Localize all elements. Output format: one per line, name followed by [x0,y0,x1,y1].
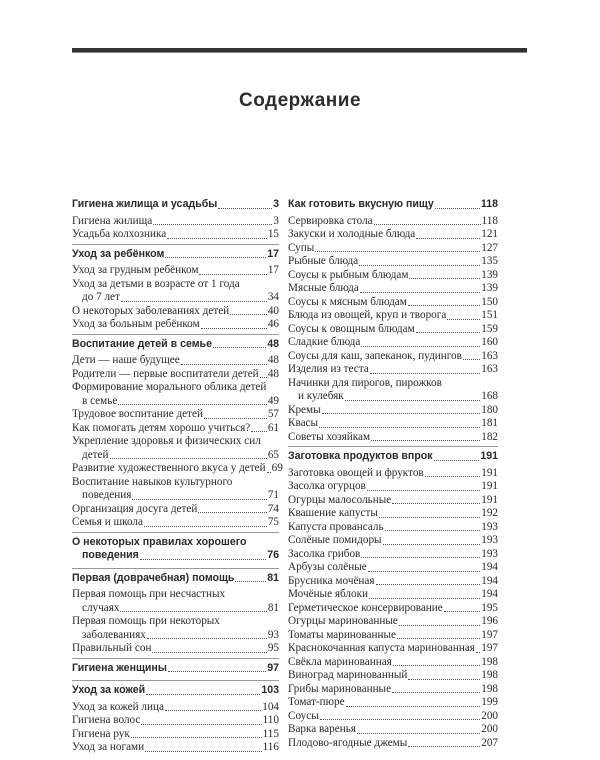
toc-entry-title: Арбузы солёные [288,561,367,573]
toc-page-number: 93 [267,628,279,641]
toc-page-number: 71 [267,489,279,501]
toc-entry[interactable] [288,242,498,256]
toc-page-number: 198 [481,682,498,695]
toc-entry-title: Мочёные яблоки [288,588,368,600]
toc-page-number: 197 [481,628,498,641]
toc-entry[interactable] [72,714,279,728]
toc-page-number: 95 [267,642,279,654]
toc-entry-title: Засолка грибов [288,547,361,560]
toc-entry-title: Супы [288,241,315,254]
toc-page-number: 74 [267,502,279,515]
toc-page-number: 116 [262,741,279,753]
leader-dots [361,557,480,558]
leader-dots [370,373,480,374]
toc-entry-title: поведения [82,489,132,501]
toc-page-number: 48 [267,354,279,366]
toc-section [288,450,498,752]
toc-entry[interactable] [72,728,279,742]
leader-dots [345,400,481,401]
toc-section [72,248,279,335]
toc-entry[interactable] [72,741,279,755]
toc-entry[interactable] [288,417,498,431]
leader-dots [199,274,266,275]
toc-entry-title: Первая (доврачебная) помощь [72,571,235,584]
leader-dots [392,692,480,693]
toc-entry-title: детей [82,448,109,461]
toc-entry[interactable] [72,354,279,368]
toc-entry[interactable] [72,264,279,278]
toc-entry-title: Советы хозяйкам [288,430,371,443]
toc-entry[interactable] [72,408,279,422]
toc-entry-title: Трудовое воспитание детей [72,408,203,420]
toc-entry[interactable] [72,215,279,229]
toc-entry-title: Солёные помидоры [288,534,382,546]
toc-entry[interactable] [288,363,498,377]
leader-dots [416,238,480,239]
toc-entry[interactable] [288,548,498,562]
leader-dots [379,517,480,518]
toc-page-number: 181 [481,417,498,429]
toc-page-number: 191 [481,466,498,479]
toc-entry-title: Уход за ребёнком [72,247,165,260]
leader-dots [320,719,481,720]
toc-entry[interactable] [288,602,498,616]
toc-page-number: 193 [481,534,498,546]
leader-dots [376,584,481,585]
toc-page-number: 17 [267,247,279,260]
top-rule [72,48,527,53]
toc-entry[interactable] [72,476,279,503]
toc-page-number: 168 [481,390,498,402]
toc-page-number: 76 [267,549,279,561]
toc-page-number: 193 [481,520,498,533]
leader-dots [360,292,480,293]
toc-entry[interactable] [288,534,498,548]
toc-right-column [288,198,498,755]
toc-entry-title: Грибы маринованные [288,682,392,695]
toc-entry-title: Плодово-ягодные джемы [288,736,408,749]
leader-dots [201,328,267,329]
leader-dots [198,512,266,513]
toc-entry-title: Огурцы маринованные [288,615,398,627]
toc-entry-title: Брусника мочёная [288,574,375,587]
toc-left-column [72,198,283,760]
toc-entry[interactable] [288,737,498,751]
leader-dots [399,625,480,626]
toc-entry-title: Уход за ногами [72,741,145,753]
toc-page-number: 196 [481,615,498,627]
toc-page-number: 121 [481,228,498,240]
leader-dots [393,665,480,666]
toc-entry-title: Томаты маринованные [288,628,396,641]
toc-entry-title: Соусы [288,709,319,722]
toc-page-number: 40 [267,304,279,317]
toc-entry-title: Рыбные блюда [288,255,359,267]
toc-page-number: 139 [481,282,498,294]
toc-page-number: 160 [481,336,498,348]
toc-section-heading[interactable] [288,198,498,212]
leader-dots [397,638,480,639]
toc-page-number: 163 [481,349,498,362]
leader-dots [147,638,267,639]
toc-page-number: 151 [481,309,498,321]
toc-page-number: 150 [481,295,498,308]
toc-entry[interactable] [288,710,498,724]
toc-entry[interactable] [288,507,498,521]
toc-entry-title: Огурцы малосольные [288,493,392,506]
toc-entry[interactable] [72,462,283,476]
toc-entry-title: Мясные блюда [288,282,359,294]
toc-entry-title: Виноград маринованный [288,669,408,681]
toc-page-number: 127 [481,241,498,254]
toc-section [72,337,283,533]
toc-page-number: 191 [480,450,498,462]
leader-dots [322,413,481,414]
toc-entry-title: Заготовка продуктов впрок [288,450,433,462]
toc-entry[interactable] [288,494,498,508]
leader-dots [447,319,480,320]
toc-page-number: 207 [481,736,498,749]
toc-entry-title: Изделия из теста [288,363,369,375]
toc-entry-title: Квашение капусты [288,507,378,519]
leader-dots [165,710,261,711]
toc-entry[interactable] [288,336,498,350]
toc-page-number: 200 [481,723,498,735]
toc-entry[interactable] [288,696,498,710]
toc-entry[interactable] [288,377,498,404]
toc-entry-title: Гигиена жилища [72,214,153,227]
leader-dots [361,346,480,347]
toc-page-number: 81 [267,601,279,614]
leader-dots [371,440,480,441]
toc-entry-title: Сервировка стола [288,214,373,227]
leader-dots [476,652,480,653]
toc-entry-title: Как готовить вкусную пищу [288,198,434,210]
toc-entry[interactable] [72,368,279,382]
toc-entry[interactable] [288,656,498,670]
toc-entry-title: Герметическое консервирование [288,601,443,614]
toc-entry-title: Дети — наше будущее [72,354,180,366]
toc-entry-title: Капуста провансаль [288,520,384,533]
toc-page-number: 49 [267,394,279,407]
toc-page-number: 110 [262,714,279,726]
toc-entry[interactable] [72,615,279,642]
toc-entry-title-line: О некоторых правилах хорошего [72,535,247,548]
toc-section-heading[interactable] [72,662,279,676]
toc-page-number: 46 [267,318,279,330]
leader-dots [408,746,480,747]
toc-page-number: 194 [481,561,498,573]
leader-dots [235,581,266,582]
leader-dots [131,737,262,738]
toc-entry[interactable] [288,467,498,481]
toc-page-number: 163 [481,363,498,375]
toc-page-number: 48 [267,367,279,380]
toc-entry-title: в семье [82,394,118,407]
toc-entry[interactable] [288,255,498,269]
toc-entry-title: Правильный сон [72,642,152,654]
leader-dots [463,359,480,360]
toc-section-heading[interactable] [72,248,279,262]
leader-dots [444,611,480,612]
toc-entry[interactable] [288,480,498,494]
toc-section [72,536,279,569]
leader-dots [434,460,480,461]
leader-dots [425,476,481,477]
leader-dots [319,427,480,428]
toc-page-number: 159 [481,322,498,335]
toc-entry[interactable] [288,629,498,643]
toc-page-number: 34 [267,291,279,303]
toc-entry-title-line: Уход за детьми в возрасте от 1 года [72,277,240,290]
toc-entry-title: О некоторых заболеваниях детей [72,304,230,317]
toc-entry[interactable] [72,516,279,530]
toc-entry[interactable] [288,296,498,310]
toc-section-heading[interactable] [288,450,498,464]
toc-section-heading[interactable] [72,198,279,212]
leader-dots [152,652,266,653]
toc-page-number: 115 [262,727,279,740]
toc-page-number: 180 [481,403,498,416]
toc-entry[interactable] [288,228,498,242]
toc-entry[interactable] [288,669,498,683]
toc-entry-title: Соусы к рыбным блюдам [288,268,409,281]
toc-entry-title: Варка варенья [288,723,356,735]
toc-page-number: 191 [481,493,498,506]
toc-entry-title: Как помогать детям хорошо учиться? [72,421,251,434]
toc-section-heading[interactable] [72,572,279,586]
toc-page-number: 61 [267,421,279,434]
toc-entry-title: заболеваниях [82,628,146,641]
leader-dots [251,431,267,432]
toc-entry-title: Заготовка овощей и фруктов [288,466,424,479]
toc-page-number: 97 [267,661,279,674]
toc-entry-title: поведения [82,549,139,561]
leader-dots [110,458,267,459]
leader-dots [409,278,480,279]
leader-dots [315,251,480,252]
toc-entry-title: Организация досуга детей [72,502,198,515]
toc-page-number: 193 [481,547,498,560]
toc-entry[interactable] [72,435,279,462]
leader-dots [435,208,480,209]
toc-entry[interactable] [288,404,498,418]
toc-entry-title-line: Укрепление здоровья и физических сил [72,435,261,447]
toc-section [288,198,498,447]
toc-page-number: 195 [481,601,498,614]
leader-dots [260,377,267,378]
toc-entry[interactable] [288,282,498,296]
leader-dots [218,208,272,209]
toc-page-number: 194 [481,588,498,600]
toc-entry[interactable] [288,642,498,656]
page-title: Содержание [238,90,362,111]
toc-entry[interactable] [72,278,279,305]
toc-entry[interactable] [72,422,279,436]
leader-dots [392,503,480,504]
toc-entry-title: Блюда из овощей, круп и творога [288,309,447,321]
leader-dots [146,694,260,695]
toc-entry-title: случаях [82,601,120,614]
toc-entry-title: Уход за кожей лица [72,700,164,713]
toc-entry-title: Родители — первые воспитатели детей [72,367,259,380]
toc-entry-title: Краснокочанная капуста маринованная [288,642,475,654]
toc-entry-title: Соусы к мясным блюдам [288,295,407,308]
toc-entry-title-line: Первая помощь при несчастных [72,588,226,600]
leader-dots [120,611,266,612]
toc-entry-title: Засолка огурцов [288,480,366,492]
toc-entry[interactable] [288,350,498,364]
toc-entry-title: Гигиена рук [72,727,130,740]
toc-entry[interactable] [288,615,498,629]
leader-dots [267,472,271,473]
leader-dots [367,490,480,491]
toc-entry-title-line: Начинки для пирогов, пирожков [288,376,442,389]
toc-section [72,198,279,245]
toc-section [72,572,279,659]
toc-entry[interactable] [72,381,279,408]
leader-dots [213,347,266,348]
leader-dots [374,224,481,225]
leader-dots [144,526,267,527]
toc-page-number: 3 [273,214,279,227]
leader-dots [141,724,261,725]
leader-dots [385,530,481,531]
leader-dots [368,571,481,572]
leader-dots [357,733,480,734]
toc-page-number: 182 [481,430,498,443]
toc-page-number: 199 [481,696,498,708]
toc-entry[interactable] [72,318,279,332]
toc-page-number: 65 [267,448,279,461]
toc-page-number: 118 [481,214,498,227]
toc-page-number: 75 [267,516,279,528]
toc-entry[interactable] [72,642,279,656]
toc-entry-title: Уход за кожей [72,684,146,696]
toc-page-number: 103 [261,684,279,696]
toc-page-number: 81 [267,571,279,584]
leader-dots [132,499,266,500]
toc-page-number: 104 [262,700,279,713]
toc-entry[interactable] [288,723,498,737]
toc-entry[interactable] [288,521,498,535]
leader-dots [204,418,267,419]
toc-section-heading[interactable] [72,684,279,698]
toc-section [72,662,279,682]
leader-dots [145,751,262,752]
leader-dots [369,598,480,599]
toc-page-number: 198 [481,655,498,668]
toc-entry[interactable] [72,305,279,319]
toc-entry-title: Усадьба колхозника [72,228,167,240]
toc-page-number: 118 [480,198,498,210]
leader-dots [359,265,480,266]
leader-dots [165,257,266,258]
toc-entry[interactable] [72,228,279,242]
leader-dots [346,706,481,707]
toc-entry[interactable] [288,309,498,323]
toc-entry-title: Семья и школа [72,516,143,528]
toc-entry[interactable] [288,575,498,589]
toc-entry-title: Сладкие блюда [288,336,361,348]
toc-entry-title: Гигиена волос [72,714,141,726]
toc-entry-title-line: Формирование морального облика детей [72,381,267,393]
leader-dots [230,314,267,315]
toc-page-number: 198 [481,669,498,681]
leader-dots [383,544,481,545]
toc-page-number: 197 [481,642,498,654]
toc-page-number: 139 [481,268,498,281]
toc-entry-title: Уход за больным ребёнком [72,318,200,330]
leader-dots [140,559,266,560]
toc-entry-title: Томат-пюре [288,696,345,708]
toc-section [72,684,279,757]
toc-entry[interactable] [72,701,279,715]
toc-entry-title-line: Воспитание навыков культурного [72,475,233,488]
toc-entry-title-line: Первая помощь при некоторых [72,615,220,627]
leader-dots [416,332,481,333]
toc-entry-title: Свёкла маринованная [288,655,392,668]
leader-dots [118,404,267,405]
toc-entry[interactable] [288,431,498,445]
leader-dots [153,224,272,225]
toc-page-number: 192 [481,507,498,519]
toc-entry[interactable] [288,561,498,575]
toc-page-number: 191 [481,480,498,492]
toc-entry-title: Кремы [288,403,321,416]
leader-dots [181,364,267,365]
toc-entry[interactable] [288,323,498,337]
toc-page-number: 194 [481,574,498,587]
toc-entry-title: Соусы к овощным блюдам [288,322,415,335]
toc-entry-title: Квасы [288,417,319,429]
leader-dots [167,238,267,239]
toc-entry-title: Уход за грудным ребёнком [72,264,199,276]
toc-page-number: 135 [481,255,498,267]
leader-dots [121,301,267,302]
toc-entry[interactable] [72,588,279,615]
leader-dots [408,679,480,680]
toc-entry[interactable] [288,269,498,283]
toc-entry-title: и кулебяк [298,390,344,402]
toc-section-heading[interactable] [72,536,279,563]
toc-entry[interactable] [288,588,498,602]
toc-entry-title: Закуски и холодные блюда [288,228,416,240]
toc-page-number: 69 [271,462,283,474]
toc-page-number: 57 [267,408,279,420]
toc-section-heading[interactable] [72,338,279,352]
toc-entry[interactable] [288,683,498,697]
toc-page-number: 200 [481,709,498,722]
toc-entry-title: Соусы для каш, запеканок, пудингов [288,349,462,362]
leader-dots [408,305,480,306]
toc-entry[interactable] [288,215,498,229]
toc-entry-title: до 7 лет [82,291,120,303]
toc-entry-title: Гигиена женщины [72,661,167,674]
toc-page-number: 15 [267,228,279,240]
toc-entry[interactable] [72,503,279,517]
toc-page-number: 48 [267,337,279,350]
toc-entry-title: Воспитание детей в семье [72,337,212,350]
toc-page-number: 3 [273,198,279,210]
toc-entry-title: Гигиена жилища и усадьбы [72,198,218,210]
leader-dots [168,671,266,672]
toc-page-number: 17 [267,264,279,276]
toc-entry-title: Развитие художественного вкуса у детей [72,462,266,474]
